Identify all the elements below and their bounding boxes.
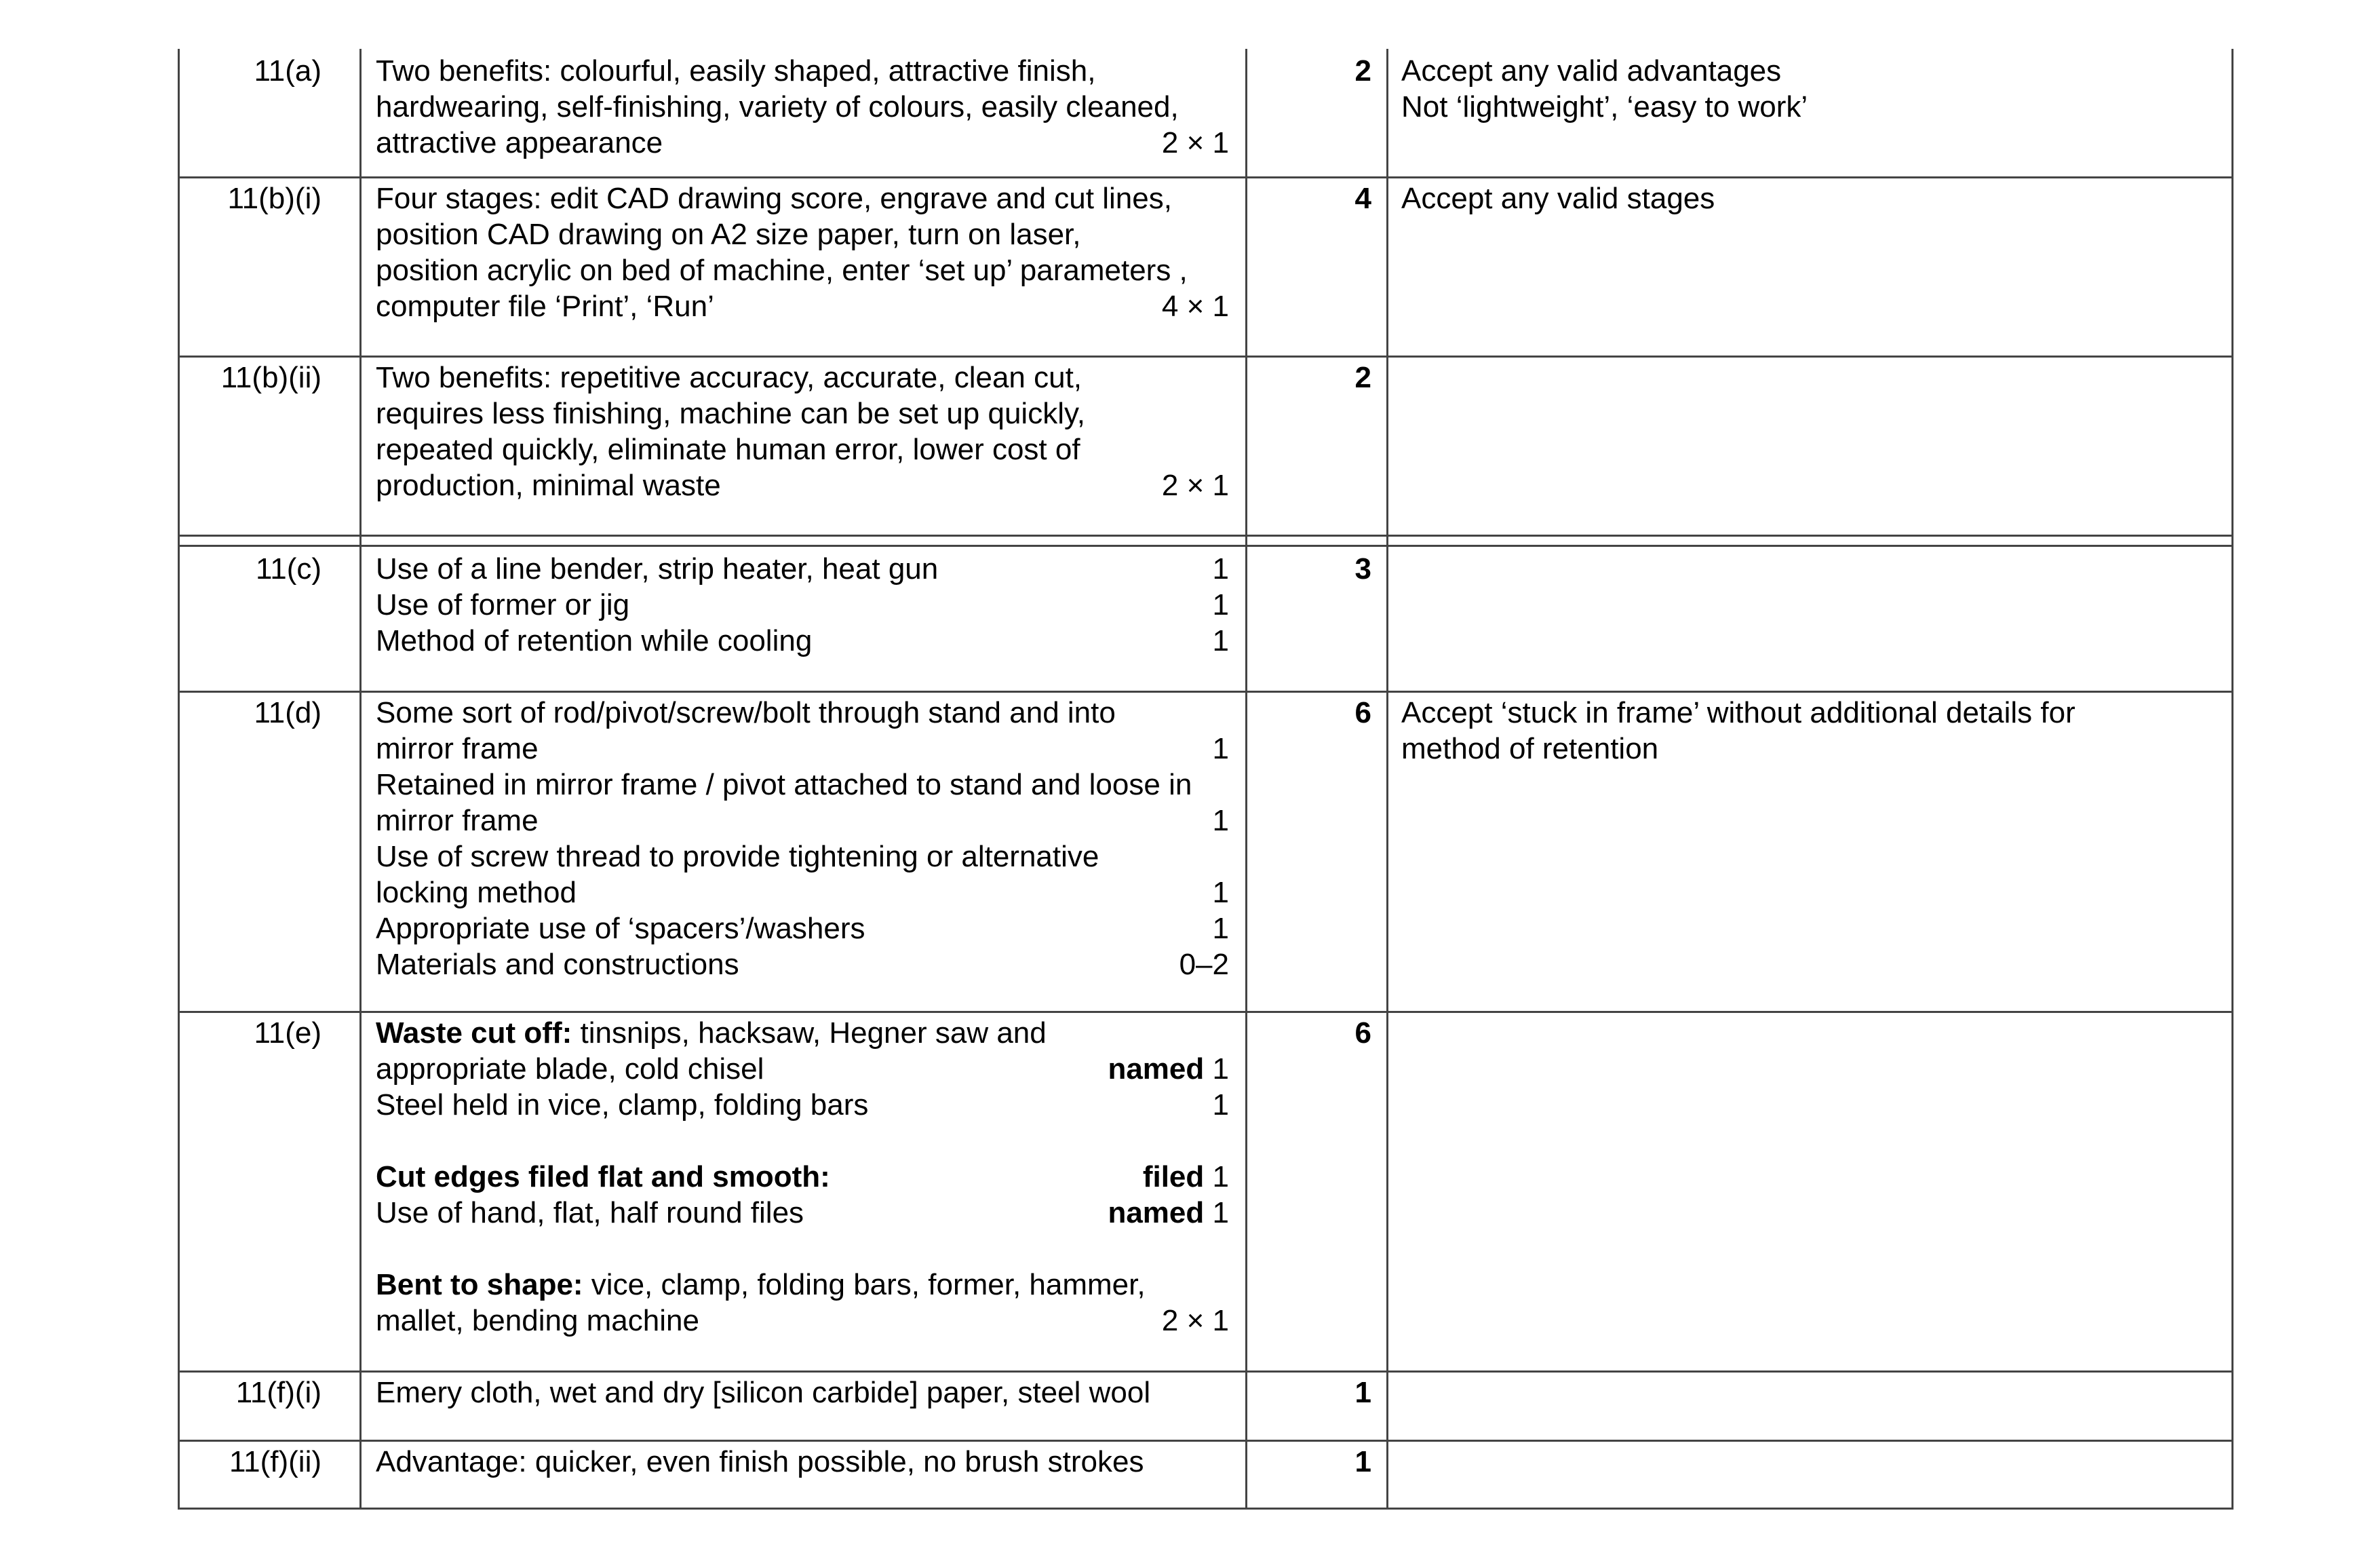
question-number: 11(d) (254, 696, 321, 729)
table-row (178, 1011, 2231, 1370)
question-number: 11(e) (254, 1016, 321, 1050)
table-row (178, 1440, 2231, 1509)
column-divider (1245, 49, 1247, 1510)
marks-value: 4 (1354, 182, 1371, 215)
answer-text: Some sort of rod/pivot/screw/bolt through stand and into mirror frame 1 Retained in mirror frame / pivot attached to stand and loose in mirror frame 1 Use of screw thread to provide tightening or alternative locking method 1 Appropriate use of ‘spacers’/washers 1 Materials and constructions 0–2 (376, 696, 1229, 981)
answer-text: Four stages: edit CAD drawing score, engrave and cut lines, position CAD drawing on A2 size paper, turn on laser, position acrylic on bed of machine, enter ‘set up’ parameters , computer file ‘Print’, ‘Run’ 4 × 1 (376, 182, 1229, 323)
answer-text: Two benefits: colourful, easily shaped, attractive finish, hardwearing, self-finishing, variety of colours, easily cleaned, attractive appearance 2 × 1 (376, 54, 1229, 159)
table-row (178, 547, 2231, 691)
column-divider (359, 49, 362, 1510)
answer-text: Advantage: quicker, even finish possible, no brush strokes (376, 1445, 1144, 1478)
row-divider (178, 545, 2233, 547)
marks-value: 1 (1354, 1376, 1371, 1409)
answer-text: Waste cut off: tinsnips, hacksaw, Hegner saw and appropriate blade, cold chisel named 1 Steel held in vice, clamp, folding bars 1 Cut edges filed flat and smooth: filed 1 Use of hand, flat, half round files named 1 Bent to shape: vice, clamp, folding bars, former, hammer, mallet, bending machine 2 × 1 (376, 1016, 1229, 1337)
row-divider (178, 535, 2233, 537)
marks-value: 2 (1354, 54, 1371, 88)
answer-text: Emery cloth, wet and dry [silicon carbide] paper, steel wool (376, 1376, 1151, 1409)
row-divider (178, 1011, 2233, 1013)
table-row (178, 1370, 2231, 1440)
column-divider (1386, 49, 1388, 1510)
question-number: 11(a) (254, 54, 321, 88)
table-border-bottom (178, 1508, 2233, 1510)
guidance-text: Accept ‘stuck in frame’ without additional details for method of retention (1401, 696, 2075, 765)
row-divider (178, 356, 2233, 358)
question-number: 11(f)(i) (235, 1376, 321, 1409)
question-number: 11(f)(ii) (229, 1445, 321, 1478)
row-divider (178, 1370, 2233, 1373)
question-number: 11(b)(i) (227, 182, 321, 215)
marks-value: 6 (1354, 1016, 1371, 1050)
answer-text: Use of a line bender, strip heater, heat gun 1 Use of former or jig 1 Method of retention while cooling 1 (376, 552, 1229, 657)
question-number: 11(c) (256, 552, 321, 586)
row-divider (178, 691, 2233, 693)
marks-value: 3 (1354, 552, 1371, 586)
marks-value: 6 (1354, 696, 1371, 729)
row-divider (178, 176, 2233, 178)
answer-text: Two benefits: repetitive accuracy, accurate, clean cut, requires less finishing, machine can be set up quickly, repeated quickly, eliminate human error, lower cost of production, minimal waste 2 × 1 (376, 361, 1229, 502)
guidance-text: Accept any valid advantages Not ‘lightweight’, ‘easy to work’ (1401, 54, 1808, 123)
table-row (178, 49, 2231, 176)
guidance-text: Accept any valid stages (1401, 182, 1715, 215)
marks-value: 2 (1354, 361, 1371, 394)
table-row (178, 356, 2231, 535)
marks-value: 1 (1354, 1445, 1371, 1478)
question-number: 11(b)(ii) (220, 361, 321, 394)
table-border-right (2231, 49, 2233, 1510)
table-row (178, 691, 2231, 1011)
row-divider (178, 1440, 2233, 1442)
table-row (178, 176, 2231, 356)
table-border-left (178, 49, 180, 1510)
